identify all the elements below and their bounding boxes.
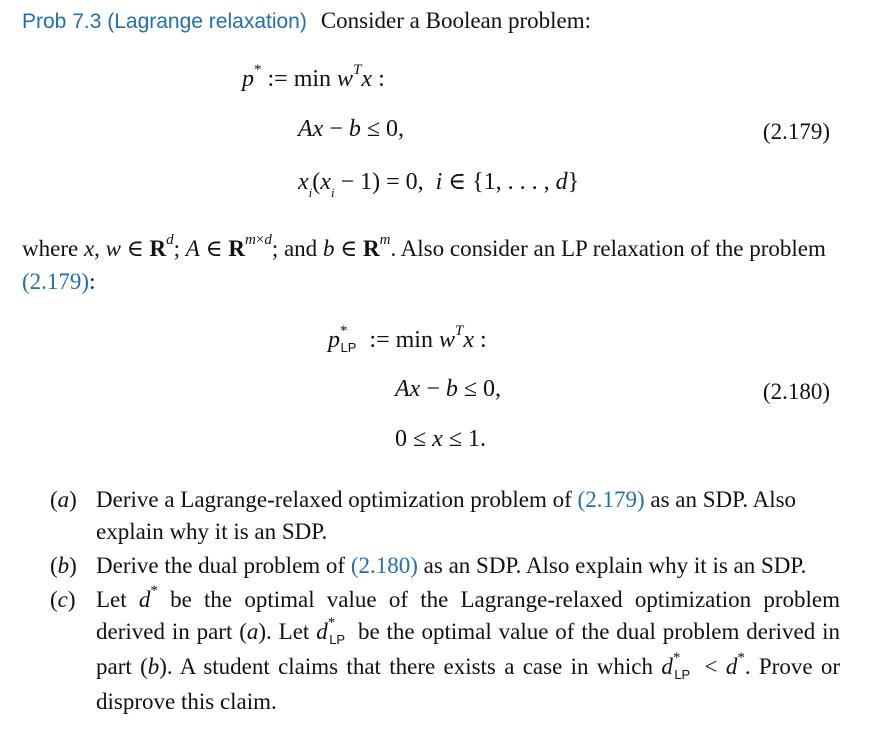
parts-list: [50, 484, 840, 720]
part-c-marker: (c): [50, 587, 76, 612]
where-paragraph: where x, w ∈ $R^d$; A ∈ $R^{m\times d}$; and b ∈ $R^m$. Also consider an LP relaxation of the problem (2.179):: [22, 232, 826, 294]
constraint-179-2: $x_i(x_i - 1) = 0$, i ∈ {1, . . . , d}: [298, 169, 580, 200]
equation-number-180: (2.180): [762, 379, 830, 404]
constraint-180-2: 0 ≤ x ≤ 1.: [395, 426, 486, 452]
where-text-3: . Also consider an LP relaxation of the problem: [390, 236, 826, 261]
constraint-179-1: Ax − b ≤ 0,: [298, 116, 405, 142]
where-text-end: :: [89, 269, 96, 294]
equation-ref-180-link[interactable]: (2.180): [350, 553, 418, 578]
equation-ref-179-link[interactable]: (2.179): [577, 487, 645, 512]
part-c: (c) Let d* be the optimal value of the Lagrange-relaxed optimization problem derived in part (a). Let $d^*_{LP}$ be the optimal value of the dual problem derived in part (b). A student claims that there exists a case in which $d^*_{LP} < d^*$. Prove or disprove this claim.: [50, 583, 841, 714]
part-a-marker: (a): [50, 487, 77, 512]
where-text-2: and: [283, 236, 318, 261]
constraint-180-1: Ax − b ≤ 0,: [395, 376, 502, 402]
problem-header: [22, 8, 591, 34]
equation-ref-179-link[interactable]: (2.179): [22, 269, 90, 294]
objective-179: p* := $\min w^Tx$ :: [242, 62, 385, 92]
problem-intro: Consider a Boolean problem:: [320, 8, 592, 33]
where-text-1: where: [22, 236, 79, 261]
equation-number-179: (2.179): [762, 119, 830, 144]
objective-180: $p^*_{LP}$ := $\min w^Tx$ :: [328, 323, 487, 355]
part-b-marker: (b): [50, 553, 77, 578]
part-b: (b) Derive the dual problem of (2.180) as an SDP. Also explain why it is an SDP.: [50, 550, 840, 582]
problem-label: Prob 7.3 (Lagrange relaxation): [22, 10, 307, 33]
part-a: (a) Derive a Lagrange-relaxed optimization problem of (2.179) as an SDP. Also explain why it is an SDP.: [50, 484, 840, 548]
